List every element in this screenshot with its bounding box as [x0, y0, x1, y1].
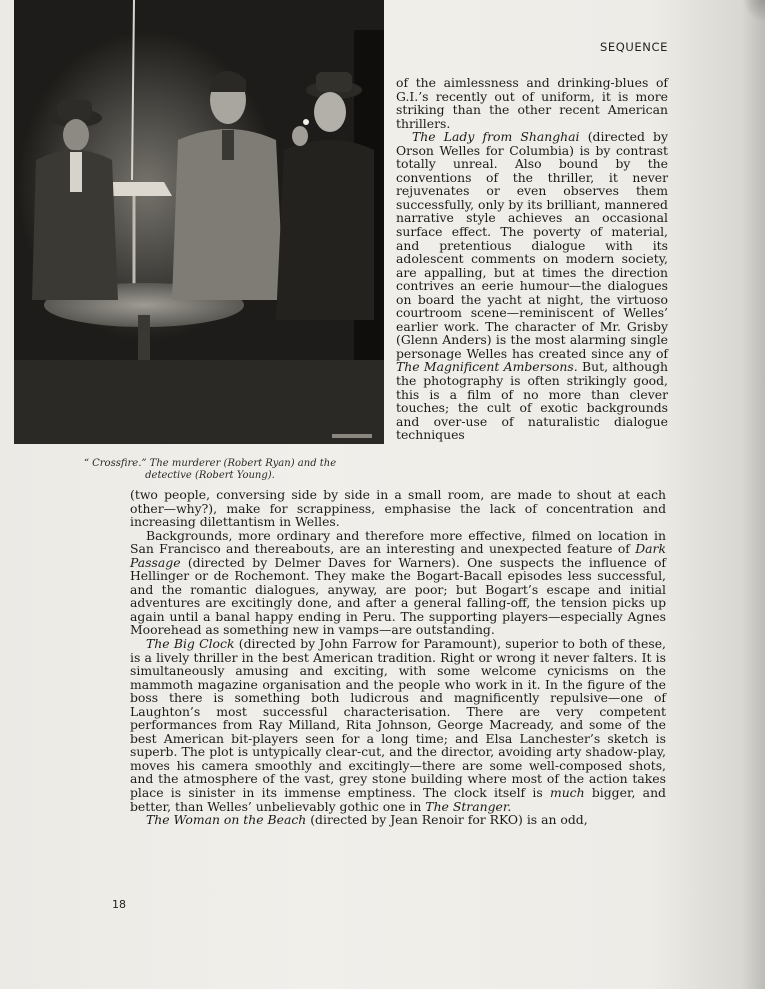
- right-column-text: [396, 76, 668, 442]
- film-still-photo: [14, 0, 384, 444]
- paragraph-text: But, although the photography is often strikingly good, this is a film of no more than clever touches; the cult of exotic backgrounds and over-use of naturalistic dialogue techniques: [396, 359, 668, 443]
- paragraph-lady-from-shanghai: [396, 130, 668, 442]
- caption-line-1: “ Crossfire.” The murderer (Robert Ryan) and the: [83, 458, 337, 469]
- film-title: Dark Passage: [130, 541, 666, 570]
- emphasis: much: [549, 785, 585, 801]
- film-title: The Big Clock: [146, 636, 235, 652]
- caption-line-2: detective (Robert Young).: [145, 470, 275, 481]
- paragraph-dark-passage: [130, 529, 666, 637]
- paragraph-text: bigger, and better, than Welles’ unbelievably gothic one in: [130, 785, 666, 814]
- film-still-image: [14, 0, 384, 444]
- film-title: The Woman on the Beach: [146, 812, 307, 828]
- paragraph-woman-on-the-beach: [130, 813, 666, 827]
- paragraph-continued: of the aimlessness and drinking-blues of G.I.’s recently out of uniform, it is more striking than the other recent American thrillers.: [396, 75, 668, 131]
- film-title: The Stranger.: [425, 798, 512, 814]
- film-title: The Lady from Shanghai: [412, 129, 580, 145]
- paragraph-text: (directed by John Farrow for Paramount), superior to both of these, is a lively thriller in the best American tradition. Right or wrong it never falters. It is simultaneously amusing and exciting, with some welcome cynicisms on the mammoth magazine organisation and the people who work in it. In the figure of the boss there is something both ludicrous and magnificently repulsive—one of Laughton’s most successful characterisation. There are very competent performances from Ray Milland, Rita Johnson, George Macready, and some of the best American bit-players seen for a long time; and Elsa Lanchester’s sketch is superb. The plot is untypically clear-cut, and the director, avoiding arty shadow-play, moves his camera smoothly and excitingly—there are some well-composed shots, and the atmosphere of the vast, grey stone building where most of the action takes place is sinister in its immense emptiness. The clock itself is: [130, 636, 666, 801]
- page-number: 18: [112, 898, 126, 911]
- paragraph-text: (directed by Jean Renoir for RKO) is an odd,: [306, 812, 588, 828]
- running-head: SEQUENCE: [600, 40, 668, 54]
- paragraph-text: Backgrounds, more ordinary and therefore more effective, filmed on location in San Francisco and thereabouts, are an interesting and unexpected feature of: [130, 527, 666, 557]
- paragraph-big-clock: [130, 637, 666, 813]
- film-title: The Magnificent Ambersons.: [396, 359, 578, 375]
- photo-caption: [40, 458, 380, 482]
- full-width-text: [130, 488, 666, 827]
- paragraph-continued: (two people, conversing side by side in a small room, are made to shout at each other—why?), make for scrappiness, emphasise the lack of concentration and increasing dilettantism in Welles.: [130, 487, 666, 530]
- paragraph-text: (directed by Orson Welles for Columbia) is by contrast totally unreal. Also bound by the conventions of the thriller, it never rejuvenates or even observes them successfully, only by its brilliant, mannered narrative style achieves an occasional surface effect. The poverty of material, and pretentious dialogue with its adolescent comments on modern society, are appalling, but at times the direction contrives an eerie humour—the dialogues on board the yacht at night, the virtuoso courtroom scene—reminiscent of Welles’ earlier work. The character of Mr. Grisby (Glenn Anders) is the most alarming single personage Welles has created since any of: [396, 129, 668, 361]
- paragraph-text: (directed by Delmer Daves for Warners). One suspects the influence of Hellinger or de Rochemont. They make the Bogart-Bacall episodes less successful, and the romantic dialogues, anyway, are poor; but Bogart’s escape and initial adventures are excitingly done, and after a general falling-off, the tension picks up again until a banal happy ending in Peru. The supporting players—especially Agnes Moorehead as something new in vamps—are outstanding.: [130, 554, 666, 638]
- page-corner-shadow: [743, 0, 765, 22]
